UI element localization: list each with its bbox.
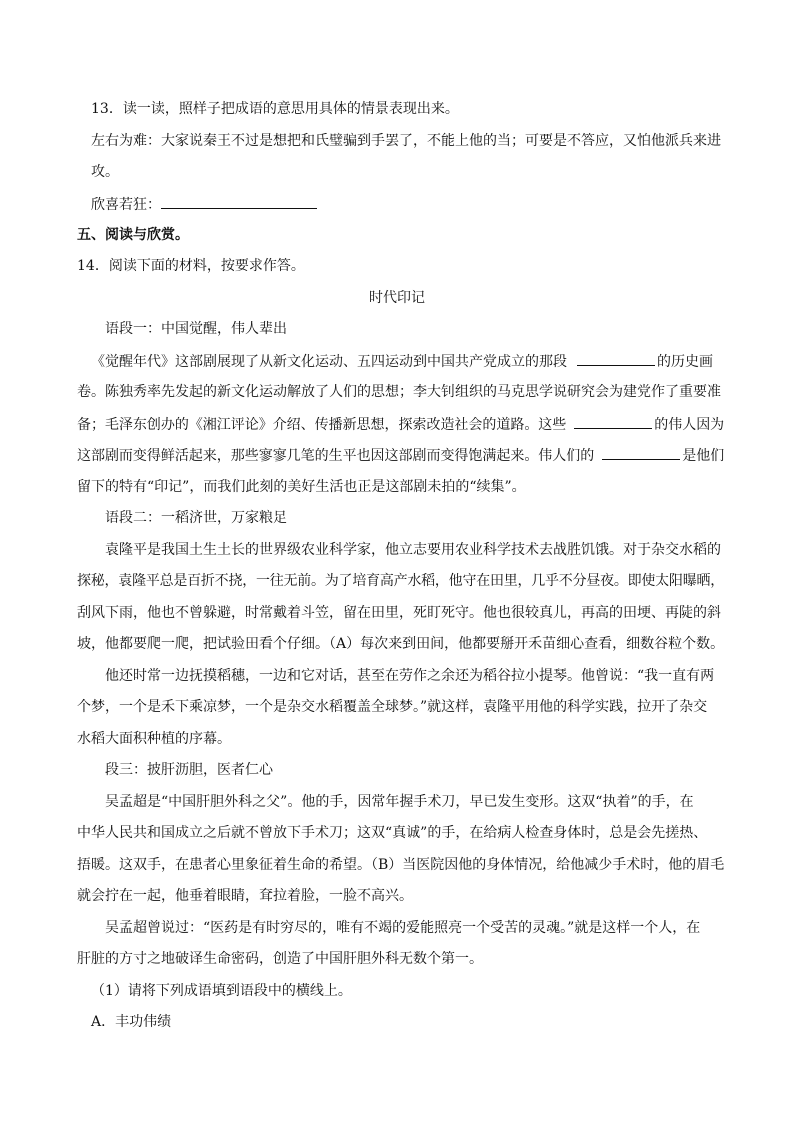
seg2-heading: 语段二：一稻济世，万家粮足 [105, 510, 287, 526]
seg2-line6: 个梦，一个是禾下乘凉梦，一个是杂交水稻覆盖全球梦。”就这样，袁隆平用他的科学实践，拉开了杂交 [77, 699, 708, 715]
seg1-line4-tail: 是他们 [682, 448, 725, 464]
section-heading: 五、阅读与欣赏。 [77, 227, 189, 243]
option-a: A．丰功伟绩 [91, 1014, 172, 1030]
seg1-line3 [77, 414, 724, 435]
q14-prompt: 14．阅读下面的材料，按要求作答。 [77, 258, 305, 274]
q13-example-line1: 左右为难：大家说秦王不过是想把和氏璧骗到手罢了，不能上他的当；可要是不答应，又怕他派兵来进 [91, 133, 721, 149]
seg2-line3: 刮风下雨，他也不曾躲避，时常戴着斗笠，留在田里，死盯死守。他也很较真儿，再高的田埂、再陡的斜 [77, 605, 721, 621]
q13-answer-row [91, 194, 317, 215]
seg3-line5: 吴孟超曾说过：“医药是有时穷尽的，唯有不竭的爱能照亮一个受苦的灵魂。”就是这样一个人，在 [105, 920, 701, 936]
q13-example-line2: 攻。 [91, 164, 119, 180]
sub-question-1: （1）请将下列成语填到语段中的横线上。 [91, 983, 352, 999]
seg2-line2: 探秘，袁隆平总是百折不挠，一往无前。为了培育高产水稻，他守在田里，几乎不分昼夜。即使太阳曝晒， [77, 573, 724, 589]
passage-title: 时代印记 [369, 290, 425, 306]
seg1-line3-text: 备；毛泽东创办的《湘江评论》介绍、传播新思想，探索改造社会的道路。这些 [77, 417, 567, 433]
seg1-heading: 语段一：中国觉醒，伟人辈出 [105, 321, 287, 337]
seg1-line5: 留下的特有“印记”，而我们此刻的美好生活也正是这部剧未拍的“续集”。 [77, 479, 526, 495]
seg1-blank-2[interactable] [574, 414, 652, 429]
seg3-line3: 捂暖。这双手，在患者心里象征着生命的希望。（B）当医院因他的身体情况，给他减少手术时，他的眉毛 [77, 857, 725, 873]
seg1-line4 [77, 445, 724, 466]
seg3-line1: 吴孟超是“中国肝胆外科之父”。他的手，因常年握手术刀，早已发生变形。这双“执着”的手，在 [105, 794, 694, 810]
seg1-blank-3[interactable] [602, 445, 680, 460]
q13-answer-label: 欣喜若狂： [91, 197, 161, 213]
seg1-line1-text: 《觉醒年代》这部剧展现了从新文化运动、五四运动到中国共产党成立的那段 [91, 354, 567, 370]
seg1-line3-tail: 的伟人因为 [654, 417, 725, 433]
seg1-line2: 卷。陈独秀率先发起的新文化运动解放了人们的思想；李大钊组织的马克思学说研究会为建党作了重要准 [77, 384, 721, 400]
seg3-line4: 就会拧在一起，他垂着眼睛，耷拉着脸，一脸不高兴。 [77, 888, 413, 904]
q13-answer-blank[interactable] [161, 194, 317, 209]
seg1-line4-text: 这部剧而变得鲜活起来，那些寥寥几笔的生平也因这部剧而变得饱满起来。伟人们的 [77, 448, 595, 464]
seg1-blank-1[interactable] [577, 351, 655, 366]
seg3-heading: 段三：披肝沥胆，医者仁心 [105, 762, 273, 778]
seg2-line5: 他还时常一边抚摸稻穗，一边和它对话，甚至在劳作之余还为稻谷拉小提琴。他曾说：“我一直有两 [105, 668, 715, 684]
seg1-line1-tail: 的历史画 [657, 354, 713, 370]
seg3-line2: 中华人民共和国成立之后就不曾放下手术刀；这双“真诚”的手，在给病人检查身体时，总是会先搓热、 [77, 825, 708, 841]
seg1-line1 [91, 351, 713, 372]
seg2-line7: 水稻大面积种植的序幕。 [77, 731, 231, 747]
seg2-line4: 坡，他都要爬一爬，把试验田看个仔细。（A）每次来到田间，他都要掰开禾苗细心查看，细数谷粒个数。 [77, 636, 725, 652]
q13-prompt: 13．读一读，照样子把成语的意思用具体的情景表现出来。 [91, 101, 459, 117]
seg2-line1: 袁隆平是我国土生土长的世界级农业科学家，他立志要用农业科学技术去战胜饥饿。对于杂交水稻的 [105, 542, 721, 558]
seg3-line6: 肝脏的方寸之地破译生命密码，创造了中国肝胆外科无数个第一。 [77, 951, 483, 967]
